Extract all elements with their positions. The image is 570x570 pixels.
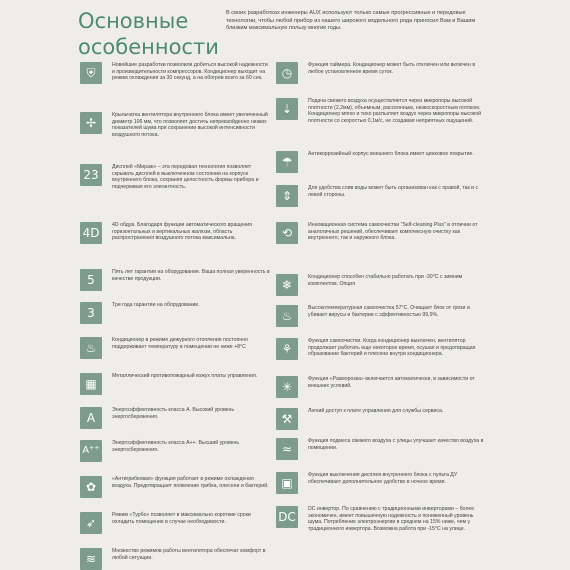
feature-text: «Антигрибковая» функция работает в режиме охлаждения воздуха. Предотвращает появление грибка, плесени и бактерий. bbox=[112, 476, 269, 489]
service-access-icon: ⚒ bbox=[276, 408, 298, 430]
feature-item bbox=[276, 506, 486, 533]
feature-text: Инновационная система самоочистки "Self-cleaning Plus" в отличии от аналогичных решений, обеспечивает комплексную очистку как внутреннего, так и наружного блока. bbox=[308, 222, 478, 242]
feature-item bbox=[80, 302, 272, 324]
fan-blade-icon: ✢ bbox=[80, 112, 102, 134]
feature-text: Легкий доступ к плате управления для службы сервиса. bbox=[308, 408, 444, 414]
feature-text: Функция выключения дисплея внутреннего блока с пульта ДУ обеспечивает дополнительное удобство в ночное время. bbox=[308, 472, 458, 485]
feature-text: Режим «Турбо» позволяет в максимально короткие сроки охладить помещение в случае необходимости. bbox=[112, 512, 251, 525]
feature-item bbox=[276, 338, 486, 360]
feature-item bbox=[80, 407, 272, 429]
feature-text: Кондиционер способен стабильно работать при -30°С с зимним комплектом. Опция bbox=[308, 274, 463, 287]
drying-icon: ⚘ bbox=[276, 338, 298, 360]
antifungal-icon: ✿ bbox=[80, 476, 102, 498]
feature-text: Крыльчатка вентилятора внутреннего блока имеет увеличенный диаметр 106 мм, что позволяет достичь непревзойденно низких показателей шума при сохранении высокой интенсивности воздушного потока. bbox=[112, 112, 268, 139]
low-temperature-icon: ❄ bbox=[276, 274, 298, 296]
timer-icon: ◷ bbox=[276, 62, 298, 84]
feature-item bbox=[276, 98, 486, 125]
turbo-rocket-icon: ➶ bbox=[80, 512, 102, 534]
feature-text: Металлический противопожарный кожух платы управления. bbox=[112, 373, 258, 379]
anticorrosion-icon: ☂ bbox=[276, 151, 298, 173]
display-off-icon: ▣ bbox=[276, 472, 298, 494]
feature-item bbox=[80, 62, 272, 84]
fan-speeds-icon: ≋ bbox=[80, 548, 102, 570]
title-line-1: Основные bbox=[78, 9, 189, 33]
feature-item bbox=[276, 408, 486, 430]
feature-item bbox=[276, 305, 486, 327]
feature-item bbox=[80, 164, 272, 191]
feature-text: DC инвертор. По сравнению с традиционными инверторами – более экономичен, имеет повышенную надежность и пониженный уровень шума. Потребление электроэнергии в среднем на 15% ниже, чем у традиционного инвертора. Возможна работа при -15°С на улице. bbox=[308, 506, 475, 533]
feature-item bbox=[80, 337, 272, 359]
feature-item bbox=[80, 373, 272, 395]
feature-text: Энергоэффективность класса А. Высокий уровень энергосбережения. bbox=[112, 407, 235, 420]
fresh-air-icon: ⇣ bbox=[276, 98, 298, 120]
standby-heating-icon: ♨ bbox=[80, 337, 102, 359]
feature-text: Дисплей «Мираж» – эта передовая технология позволяет скрывать дисплей в выключенном состоянии на корпусе внутреннего блока, сохраняя целостность формы прибора и подчеркивая его элегантность. bbox=[112, 164, 259, 191]
title-line-2: особенности bbox=[78, 35, 219, 59]
feature-item bbox=[276, 62, 486, 84]
feature-item bbox=[80, 112, 272, 139]
feature-text: Энергоэффективность класса А++. Высший уровень энергосбережения. bbox=[112, 440, 240, 453]
feature-text: Подача свежего воздуха осуществляется через микропоры высокой плотности (2,2мм), объемным, рассеянным, низкоскоростным потоком. Кондиционер мягко и тихо распыляет воздух через микропоры высокой плотности со скоростью 0,1м/с, не создавая неприятных ощущений. bbox=[308, 98, 482, 125]
feature-item bbox=[80, 476, 272, 498]
energy-class-a-plus-plus-icon: A⁺⁺ bbox=[80, 440, 102, 462]
intro-paragraph: В своих разработках инженеры AUX используют только самые прогрессивные и передовые технологии, чтобы любой прибор из нашего широкого модельного ряда приносил Вам и Вашим близким максимальную пользу многие годы. bbox=[226, 10, 476, 32]
feature-text: Новейшие разработки позволили добиться высокой надежности и производительности компрессоров. Кондиционер выходит на режим охлаждения за 30 секунд, а на обогрев всего за 60 сек. bbox=[112, 62, 268, 82]
shield-lock-icon: ⛨ bbox=[80, 62, 102, 84]
feature-item bbox=[80, 548, 272, 570]
feature-text: Для удобства слив воды может быть организован как с правой, так и с левой стороны. bbox=[308, 185, 479, 198]
feature-text: Высокотемпературная самоочистка 57°С. Очищает блок от грязи и убивает вирусы и бактерии с эффективностью 99,9%. bbox=[308, 305, 470, 318]
feature-text: Три года гарантии на оборудование. bbox=[112, 302, 200, 308]
metal-box-icon: ▦ bbox=[80, 373, 102, 395]
warranty-3-icon: 3 bbox=[80, 302, 102, 324]
feature-text: Пять лет гарантии на оборудование. Ваша полная уверенность в качестве продукции. bbox=[112, 269, 270, 282]
page-title bbox=[78, 8, 219, 60]
feature-item bbox=[276, 438, 486, 460]
feature-text: 4D обдув. Благодаря функции автоматического вращения горизонтальных и вертикальных жалюзи, область распространения воздушного потока максимальна. bbox=[112, 222, 252, 242]
dc-inverter-icon: DC bbox=[276, 506, 298, 528]
feature-item bbox=[80, 269, 272, 291]
feature-item bbox=[276, 472, 486, 494]
feature-text: Функция самоочистки. Когда кондиционер выключен, вентилятор продолжает работать еще некоторое время, осушая и предотвращая образование бактерий и плесени внутри кондиционера. bbox=[308, 338, 476, 358]
mirage-display-icon: 23 bbox=[80, 164, 102, 186]
feature-item bbox=[276, 222, 486, 244]
feature-text: Кондиционер в режиме дежурного отопления постоянно поддерживает температуру в помещении не ниже +8°С bbox=[112, 337, 248, 350]
feature-text: Множество режимов работы вентилятора обеспечат комфорт в любой ситуации. bbox=[112, 548, 266, 561]
drain-icon: ⇕ bbox=[276, 185, 298, 207]
feature-text: Функция таймера. Кондиционер может быть отключен или включен в любое установленное время суток. bbox=[308, 62, 476, 75]
feature-item bbox=[80, 440, 272, 462]
feature-item bbox=[80, 222, 272, 244]
feature-item bbox=[276, 274, 486, 296]
4d-airflow-icon: 4D bbox=[80, 222, 102, 244]
defrost-icon: ✳ bbox=[276, 376, 298, 398]
feature-text: Функция «Разморозка» включается автоматически, в зависимости от внешних условий. bbox=[308, 376, 475, 389]
feature-item bbox=[276, 151, 486, 173]
fresh-air-supply-icon: ≈ bbox=[276, 438, 298, 460]
warranty-5-icon: 5 bbox=[80, 269, 102, 291]
feature-item bbox=[276, 185, 486, 207]
self-cleaning-icon: ⟲ bbox=[276, 222, 298, 244]
energy-class-a-icon: A bbox=[80, 407, 102, 429]
feature-item bbox=[80, 512, 272, 534]
feature-item bbox=[276, 376, 486, 398]
feature-text: Антикоррозийный корпус внешнего блока имеет цинковое покрытие. bbox=[308, 151, 474, 157]
high-temp-cleaning-icon: ♨ bbox=[276, 305, 298, 327]
feature-text: Функция подмеса свежего воздуха с улицы улучшает качество воздуха в помещении. bbox=[308, 438, 484, 451]
